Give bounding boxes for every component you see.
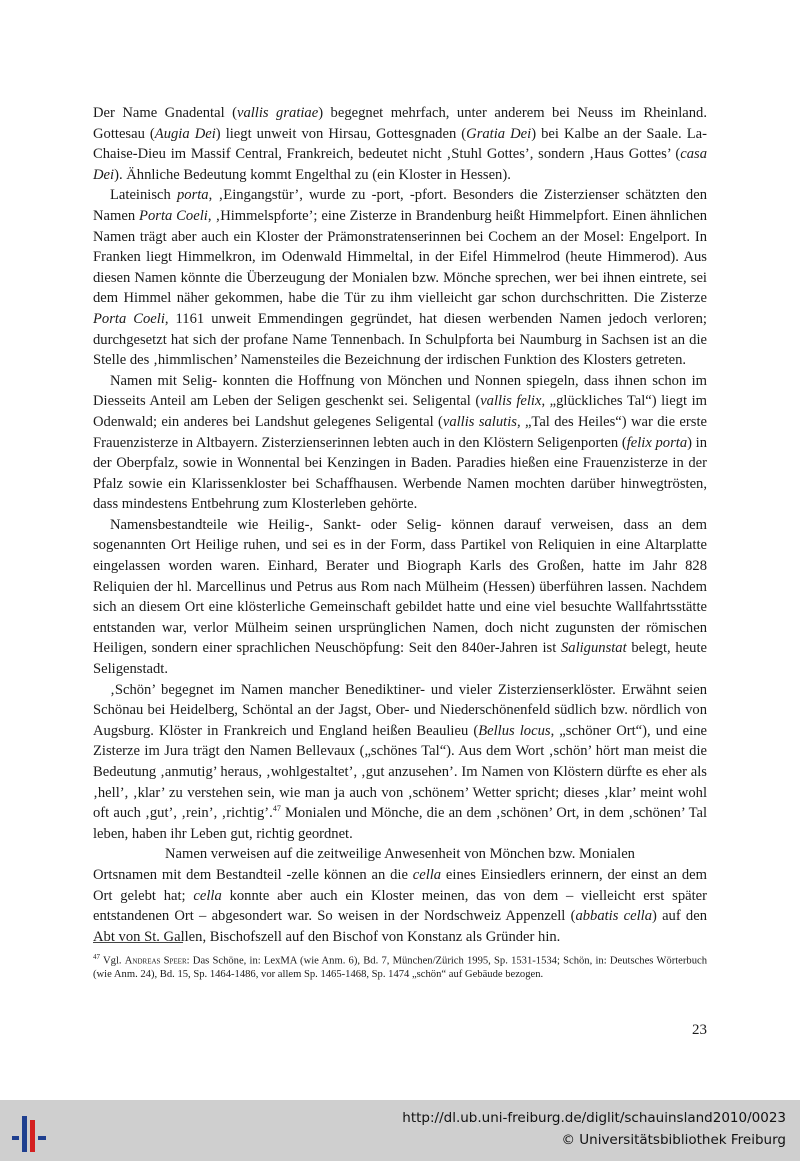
- copyright-notice: © Universitätsbibliothek Freiburg: [561, 1132, 786, 1148]
- paragraph: ‚Schön’ begegnet im Namen mancher Benediktiner- und vieler Zisterzienserklöster. Erwähnt seien Schönau bei Heidelberg, Schöntal an der Jagst, Ober- und Niederschönenfeld südlich bzw. nördlich von Augsburg. Klöster in Frankreich und England heißen Beaulieu (Bellus locus, „schöner Ort“), und eine Zisterze im Jura trägt den Namen Bellevaux („schönes Tal“). Aus dem Wort ‚schön’ hört man meist die Bedeutung ‚anmutig’ heraus, ‚wohlgestaltet’, ‚gut anzusehen’. Im Namen von Klöstern dürfte es eher als ‚hell’, ‚klar’ zu verstehen sein, wie man ja auch von ‚schönem’ Wetter spricht; dieses ‚klar’ meint wohl oft auch ‚gut’, ‚rein’, ‚richtig’.$^{47}$ Monialen und Mönche, die an dem ‚schönen’ Ort, in dem ‚schönen’ Tal leben, haben ihr Leben gut, richtig geordnet.: [93, 681, 708, 842]
- body-text: [93, 103, 707, 947]
- footnote: $^{47}$ Vgl. Andreas Speer: Das Schöne, in: LexMA (wie Anm. 6), Bd. 7, München/Zürich 1995, Sp. 1531-1534; Schön, in: Deutsches Wörterbuch (wie Anm. 24), Bd. 15, Sp. 1464-1486, vor allem Sp. 1465-1468, Sp. 1474 „schön“ auf Gebäude bezogen.: [93, 953, 707, 981]
- section-heading: Namen verweisen auf die zeitweilige Anwesenheit von Mönchen bzw. Monialen: [165, 846, 635, 863]
- footnote-divider: [93, 942, 183, 943]
- page-number: 23: [692, 1022, 707, 1038]
- paragraph: Namensbestandteile wie Heilig-, Sankt- oder Selig- können darauf verweisen, dass an dem sogenannten Ort Heilige ruhen, und sei es in der Form, dass Partikel von Reliquien in eine Altarplatte eingelassen worden waren. Einhard, Berater und Biograph Karls des Großen, hatte im Jahr 828 Reliquien der hl. Marcellinus und Petrus aus Rom nach Mülheim (Hessen) überführen lassen. Nachdem sich an diesem Ort eine klösterliche Gemeinschaft gebildet hatte und eine viel besuchte Wallfahrtsstätte entstanden war, verlor Mülheim seinen ursprünglichen Namen, doch nicht zugunsten der römischen Heiligen, sondern einer sprachlichen Neuschöpfung: Seit den 840er-Jahren ist Saligunstat belegt, heute Seligenstadt.: [93, 516, 707, 678]
- footnote-author: Andreas Speer: [124, 955, 187, 967]
- paragraph: Der Name Gnadental (vallis gratiae) begegnet mehrfach, unter anderem bei Neuss im Rheinland. Gottesau (Augia Dei) liegt unweit von Hirsau, Gottesgnaden (Gratia Dei) bei Kalbe an der Saale. La-Chaise-Dieu im Massif Central, Frankreich, bedeutet nicht ‚Stuhl Gottes’, sondern ‚Haus Gottes’ (casa Dei). Ähnliche Bedeutung kommt Engelthal zu (ein Kloster in Hessen).: [93, 105, 708, 183]
- ub-freiburg-logo-icon[interactable]: [10, 1110, 50, 1154]
- footnote-reference[interactable]: 47: [272, 804, 281, 814]
- permalink-url[interactable]: http://dl.ub.uni-freiburg.de/diglit/schauinsland2010/0023: [402, 1110, 786, 1126]
- paragraph: Lateinisch porta, ‚Eingangstür’, wurde zu -port, -pfort. Besonders die Zisterzienser schätzten den Namen Porta Coeli, ‚Himmelspforte’; eine Zisterze in Brandenburg heißt Himmelpfort. Einen ähnlichen Namen trägt aber auch ein Kloster der Prämonstratenserinnen bei Cochem an der Mosel: Engelport. In Franken liegt Himmelkron, im Odenwald Himmeltal, in der Eifel Himmelrod (heute Himmerod). Aus diesen Namen könnte die Überzeugung der Monialen bzw. Mönche sprechen, wer bei ihnen eintrete, sei dem Himmel näher gekommen, habe die Tür zu ihm vielleicht gar schon durchschritten. Die Zisterze Porta Coeli, 1161 unweit Emmendingen gegründet, hat diesen werbenden Namen jedoch verloren; durchgesetzt hat sich der profane Name Tennenbach. In Schulpforta bei Naumburg in Sachsen ist an die Stelle des ‚himmlischen’ Namensteiles die Bezeichnung der irdischen Funktion des Klosters getreten.: [93, 187, 707, 369]
- paragraph: Ortsnamen mit dem Bestandteil -zelle können an die cella eines Einsiedlers erinnern, der einst an dem Ort gelebt hat; cella konnte aber auch ein Kloster meinen, das von dem – vielleicht erst später entstandenen Ort – abgesondert war. So weisen in der Nordschweiz Appenzell (abbatis cella) auf den Abt von St. Gallen, Bischofszell auf den Bischof von Konstanz als Gründer hin.: [93, 866, 707, 945]
- viewer-footer-bar: [0, 1100, 800, 1161]
- paragraph: Namen mit Selig- konnten die Hoffnung von Mönchen und Nonnen spiegeln, dass ihnen schon im Diesseits Anteil am Leben der Seligen geschenkt sei. Seligental (vallis felix, „glückliches Tal“) liegt im Odenwald; ein anderes bei Landshut gelegenes Seligental (vallis salutis, „Tal des Heiles“) war die erste Frauenzisterze in Altbayern. Zisterzienserinnen lebten auch in den Klöstern Seligenporten (felix porta) in der Oberpfalz, sowie in Wonnental bei Kenzingen in Baden. Paradies hießen eine Frauenzisterze in der Pfalz sowie ein Klarissenkloster bei Schaffhausen. Werbende Namen mochten darüber hinwegtrösten, dass mindestens Entbehrung zum Klosterleben gehörte.: [93, 372, 707, 513]
- footnote-number: 47: [93, 953, 100, 961]
